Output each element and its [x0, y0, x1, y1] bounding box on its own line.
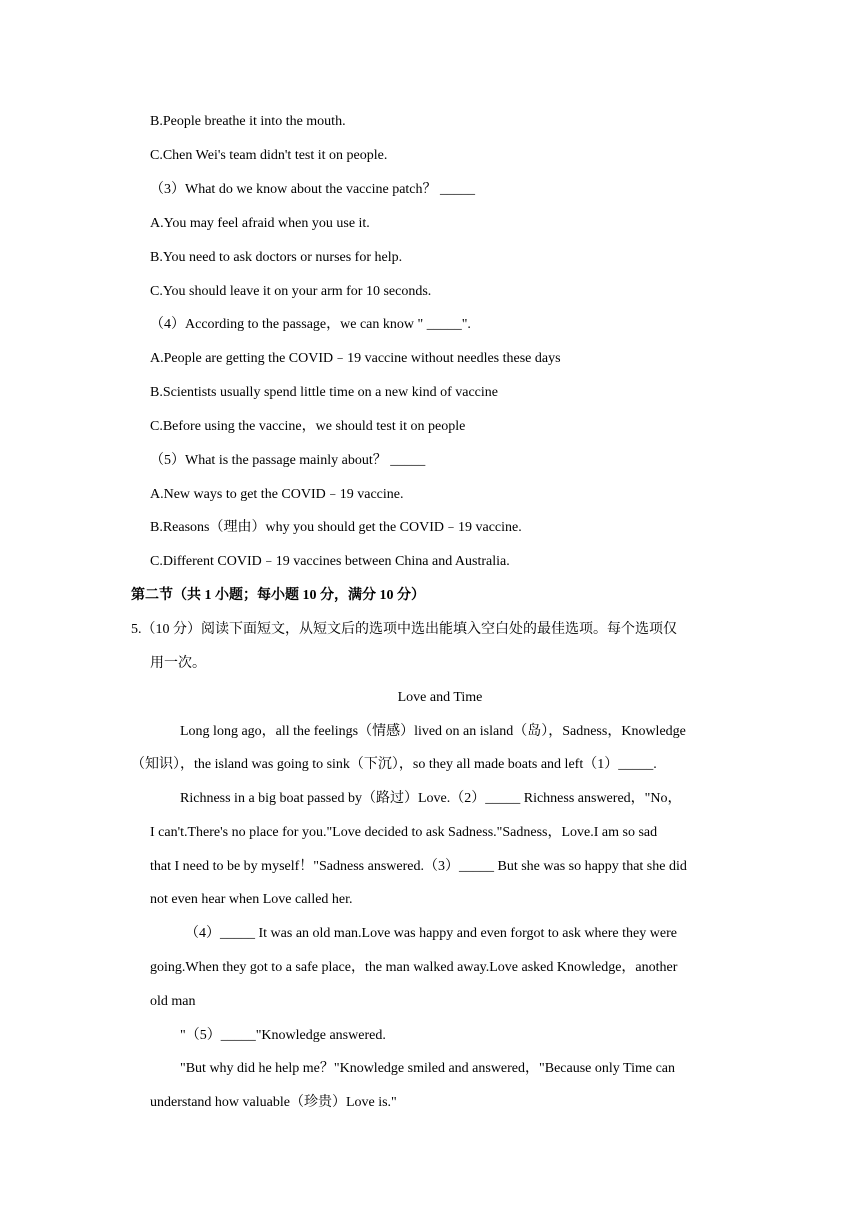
passage-line: （知识），the island was going to sink（下沉），so they all made boats and left（1）_____. [131, 757, 657, 772]
passage-line: that I need to be by myself！"Sadness answered.（3）_____ But she was so happy that she did [150, 859, 687, 874]
question-5-instruction-cont: 用一次。 [150, 656, 206, 671]
question-line: （4）According to the passage，we can know " _____". [150, 317, 471, 332]
option-line: A.People are getting the COVID﹣19 vaccine without needles these days [150, 351, 561, 366]
option-line: B.People breathe it into the mouth. [150, 114, 346, 129]
question-line: （3）What do we know about the vaccine patch？ _____ [150, 182, 476, 197]
option-line: A.New ways to get the COVID﹣19 vaccine. [150, 487, 404, 502]
passage-line: "（5）_____"Knowledge answered. [180, 1028, 386, 1043]
passage-line: （4）_____ It was an old man.Love was happy and even forgot to ask where they were [185, 926, 677, 941]
option-line: B.Reasons（理由）why you should get the COVID﹣19 vaccine. [150, 520, 522, 535]
passage-line: understand how valuable（珍贵）Love is." [150, 1095, 397, 1110]
section-heading: 第二节（共 1 小题；每小题 10 分，满分 10 分） [131, 588, 425, 603]
option-line: C.Different COVID﹣19 vaccines between China and Australia. [150, 554, 510, 569]
passage-line: not even hear when Love called her. [150, 892, 353, 907]
option-line: C.Chen Wei's team didn't test it on people. [150, 148, 388, 163]
question-line: （5）What is the passage mainly about？ _____ [150, 453, 426, 468]
question-5-instruction: 5.（10 分）阅读下面短文，从短文后的选项中选出能填入空白处的最佳选项。每个选项仅 [131, 622, 677, 637]
passage-line: old man [150, 994, 196, 1009]
option-line: B.You need to ask doctors or nurses for help. [150, 250, 403, 265]
passage-line: going.When they got to a safe place，the man walked away.Love asked Knowledge，another [150, 960, 678, 975]
passage-line: "But why did he help me？"Knowledge smiled and answered，"Because only Time can [180, 1061, 675, 1076]
passage-line: I can't.There's no place for you."Love decided to ask Sadness."Sadness，Love.I am so sad [150, 825, 658, 840]
option-line: A.You may feel afraid when you use it. [150, 216, 370, 231]
passage-line: Long long ago，all the feelings（情感）lived on an island（岛），Sadness，Knowledge [180, 724, 686, 739]
option-line: C.Before using the vaccine，we should test it on people [150, 419, 466, 434]
option-line: C.You should leave it on your arm for 10 seconds. [150, 284, 432, 299]
passage-title: Love and Time [397, 690, 483, 705]
option-line: B.Scientists usually spend little time on a new kind of vaccine [150, 385, 498, 400]
passage-line: Richness in a big boat passed by（路过）Love.（2）_____ Richness answered，"No， [180, 791, 682, 806]
